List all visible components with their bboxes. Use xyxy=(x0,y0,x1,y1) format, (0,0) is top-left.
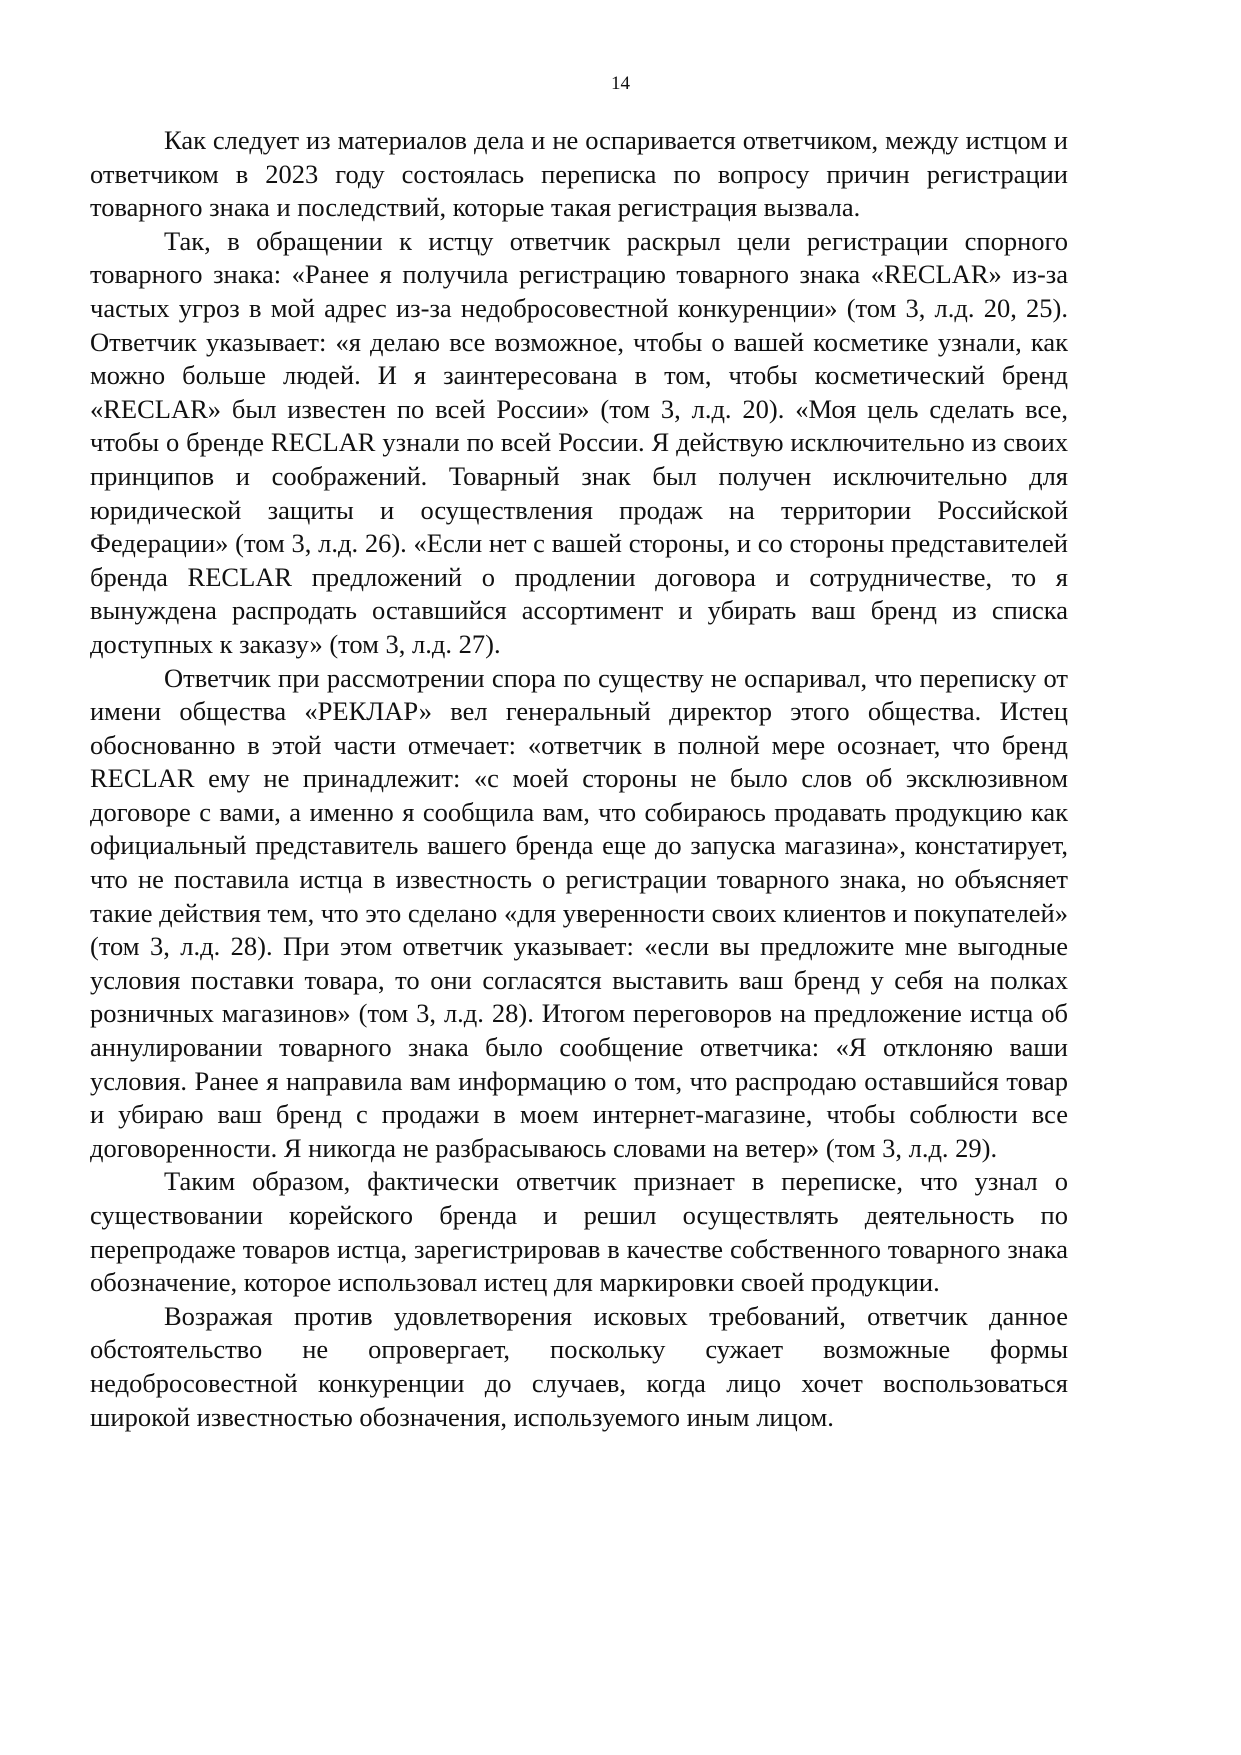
paragraph-correspondence-intro: Как следует из материалов дела и не оспаривается ответчиком, между истцом и ответчиком в 2023 году состоялась переписка по вопросу причин регистрации товарного знака и последствий, которые такая регистрация вызвала. xyxy=(90,125,1068,223)
paragraph-conclusion: Таким образом, фактически ответчик признает в переписке, что узнал о существовании корейского бренда и решил осуществлять деятельность по перепродаже товаров истца, зарегистрировав в качестве собственного товарного знака обозначение, которое использовал истец для маркировки своей продукции. xyxy=(90,1166,1068,1298)
document-body xyxy=(90,124,1068,1434)
page-number: 14 xyxy=(611,73,630,94)
paragraph-director-correspondence: Ответчик при рассмотрении спора по существу не оспаривал, что переписку от имени общества «РЕКЛАР» вел генеральный директор этого общества. Истец обоснованно в этой части отмечает: «ответчик в полной мере осознает, что бренд RECLAR ему не принадлежит: «с моей стороны не было слов об эксклюзивном договоре с вами, а именно я сообщила вам, что собираюсь продавать продукцию как официальный представитель вашего бренда еще до запуска магазина», констатирует, что не поставила истца в известность о регистрации товарного знака, но объясняет такие действия тем, что это сделано «для уверенности своих клиентов и покупателей» (том 3, л.д. 28). При этом ответчик указывает: «если вы предложите мне выгодные условия поставки товара, то они согласятся выставить ваш бренд у себя на полках розничных магазинов» (том 3, л.д. 28). Итогом переговоров на предложение истца об аннулировании товарного знака было сообщение ответчика: «Я отклоняю ваши условия. Ранее я направила вам информацию о том, что распродаю оставшийся товар и убираю ваш бренд с продажи в моем интернет-магазине, чтобы соблюсти все договоренности. Я никогда не разбрасываюсь словами на ветер» (том 3, л.д. 29). xyxy=(90,662,1068,1163)
paragraph-objection: Возражая против удовлетворения исковых требований, ответчик данное обстоятельство не опровергает, поскольку сужает возможные формы недобросовестной конкуренции до случаев, когда лицо хочет воспользоваться широкой известностью обозначения, используемого иным лицом. xyxy=(90,1300,1068,1432)
paragraph-registration-goals: Так, в обращении к истцу ответчик раскрыл цели регистрации спорного товарного знака: «Ранее я получила регистрацию товарного знака «RECLAR» из-за частых угроз в мой адрес из-за недобросовестной конкуренции» (том 3, л.д. 20, 25). Ответчик указывает: «я делаю все возможное, чтобы о вашей косметике узнали, как можно больше людей. И я заинтересована в том, чтобы косметический бренд «RECLAR» был известен по всей России» (том 3, л.д. 20). «Моя цель сделать все, чтобы о бренде RECLAR узнали по всей России. Я действую исключительно из своих принципов и соображений. Товарный знак был получен исключительно для юридической защиты и осуществления продаж на территории Российской Федерации» (том 3, л.д. 26). «Если нет с вашей стороны, и со стороны представителей бренда RECLAR предложений о продлении договора и сотрудничестве, то я вынуждена распродать оставшийся ассортимент и убирать ваш бренд из списка доступных к заказу» (том 3, л.д. 27). xyxy=(90,225,1068,659)
